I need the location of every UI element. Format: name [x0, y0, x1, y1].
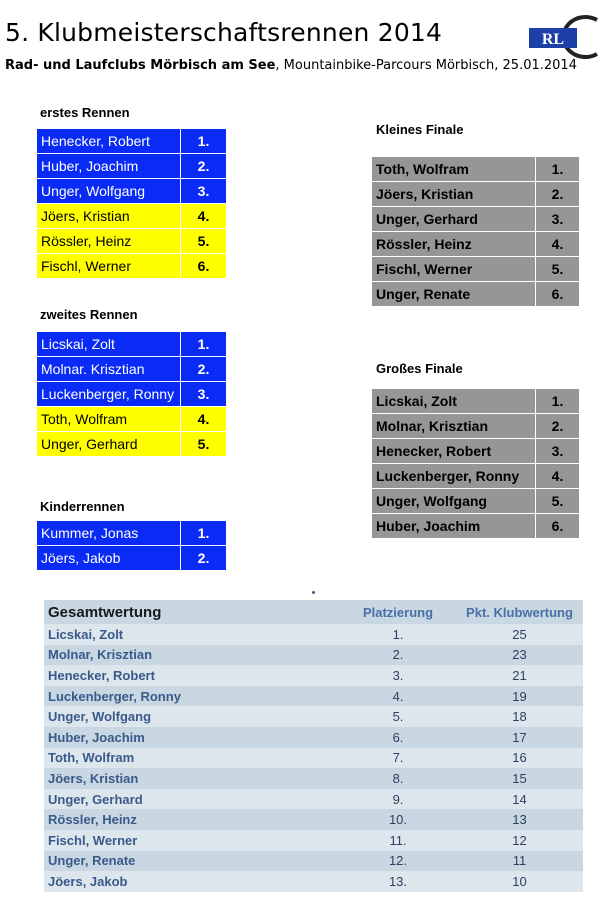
table-row — [44, 809, 583, 830]
table-row — [372, 207, 580, 232]
racer-place: 2. — [181, 546, 227, 571]
overall-name: Huber, Joachim — [44, 727, 340, 748]
table-row — [44, 624, 583, 645]
overall-place: 5. — [340, 706, 456, 727]
overall-points: 14 — [456, 789, 583, 810]
racer-place: 1. — [536, 157, 580, 182]
table-row — [37, 382, 227, 407]
racer-name: Unger, Gerhard — [372, 207, 536, 232]
table-row — [44, 645, 583, 666]
table-row — [37, 546, 227, 571]
racer-name: Luckenberger, Ronny — [372, 464, 536, 489]
overall-place: 12. — [340, 851, 456, 872]
overall-name: Rössler, Heinz — [44, 809, 340, 830]
racer-name: Unger, Wolfgang — [372, 489, 536, 514]
racer-name: Licskai, Zolt — [37, 332, 181, 357]
racer-name: Rössler, Heinz — [37, 229, 181, 254]
subtitle-event: , Mountainbike-Parcours Mörbisch, 25.01.2014 — [275, 58, 577, 73]
racer-place: 4. — [536, 232, 580, 257]
table-grosses-finale — [371, 388, 580, 539]
overall-points: 25 — [456, 624, 583, 645]
overall-title: Gesamtwertung — [44, 600, 340, 624]
overall-place: 10. — [340, 809, 456, 830]
racer-place: 2. — [181, 357, 227, 382]
column-header-place: Platzierung — [340, 600, 456, 624]
table-row — [372, 157, 580, 182]
logo-letters: RL — [541, 31, 565, 48]
overall-place: 7. — [340, 748, 456, 769]
overall-points: 17 — [456, 727, 583, 748]
racer-place: 5. — [536, 257, 580, 282]
overall-name: Jöers, Kristian — [44, 768, 340, 789]
table-row — [372, 489, 580, 514]
racer-place: 2. — [536, 182, 580, 207]
section-label-kinderrennen: Kinderrennen — [40, 499, 125, 514]
racer-place: 1. — [536, 389, 580, 414]
racer-name: Jöers, Kristian — [372, 182, 536, 207]
table-row — [44, 706, 583, 727]
page-subtitle — [5, 58, 577, 73]
table-row — [44, 748, 583, 769]
overall-place: 3. — [340, 665, 456, 686]
racer-name: Henecker, Robert — [37, 129, 181, 154]
overall-place: 6. — [340, 727, 456, 748]
racer-place: 1. — [181, 129, 227, 154]
racer-name: Henecker, Robert — [372, 439, 536, 464]
overall-name: Unger, Gerhard — [44, 789, 340, 810]
section-label-kleines-finale: Kleines Finale — [376, 122, 464, 137]
racer-place: 2. — [536, 414, 580, 439]
table-row — [372, 232, 580, 257]
racer-place: 3. — [181, 179, 227, 204]
overall-points: 15 — [456, 768, 583, 789]
table-row — [37, 432, 227, 457]
table-gesamtwertung — [44, 600, 583, 892]
racer-place: 3. — [536, 207, 580, 232]
racer-place: 5. — [181, 432, 227, 457]
table-erstes-rennen — [36, 128, 227, 279]
racer-name: Unger, Gerhard — [37, 432, 181, 457]
overall-place: 13. — [340, 871, 456, 892]
table-kleines-finale — [371, 156, 580, 307]
table-row — [44, 768, 583, 789]
table-row — [372, 182, 580, 207]
racer-place: 4. — [536, 464, 580, 489]
table-row — [44, 727, 583, 748]
table-row — [37, 407, 227, 432]
table-row — [372, 514, 580, 539]
table-row — [37, 179, 227, 204]
subtitle-club: Rad- und Laufclubs Mörbisch am See — [5, 58, 276, 73]
table-row — [37, 229, 227, 254]
overall-place: 11. — [340, 830, 456, 851]
overall-points: 21 — [456, 665, 583, 686]
section-label-zweites-rennen: zweites Rennen — [40, 307, 138, 322]
table-row — [372, 414, 580, 439]
table-row — [44, 789, 583, 810]
racer-name: Rössler, Heinz — [372, 232, 536, 257]
racer-place: 1. — [181, 521, 227, 546]
racer-place: 5. — [536, 489, 580, 514]
racer-name: Kummer, Jonas — [37, 521, 181, 546]
overall-name: Licskai, Zolt — [44, 624, 340, 645]
overall-points: 12 — [456, 830, 583, 851]
racer-place: 3. — [536, 439, 580, 464]
racer-place: 4. — [181, 204, 227, 229]
racer-name: Molnar. Krisztian — [37, 357, 181, 382]
overall-place: 1. — [340, 624, 456, 645]
column-header-points: Pkt. Klubwertung — [456, 600, 583, 624]
overall-place: 8. — [340, 768, 456, 789]
table-row — [372, 439, 580, 464]
overall-name: Toth, Wolfram — [44, 748, 340, 769]
racer-name: Luckenberger, Ronny — [37, 382, 181, 407]
table-row — [37, 332, 227, 357]
overall-place: 2. — [340, 645, 456, 666]
overall-name: Henecker, Robert — [44, 665, 340, 686]
table-row — [37, 254, 227, 279]
table-row — [44, 871, 583, 892]
racer-place: 6. — [536, 282, 580, 307]
table-row — [372, 257, 580, 282]
overall-name: Jöers, Jakob — [44, 871, 340, 892]
overall-points: 13 — [456, 809, 583, 830]
section-label-grosses-finale: Großes Finale — [376, 361, 463, 376]
overall-points: 16 — [456, 748, 583, 769]
section-label-erstes-rennen: erstes Rennen — [40, 105, 130, 120]
table-row — [37, 357, 227, 382]
table-header-row — [44, 600, 583, 624]
table-row — [372, 389, 580, 414]
table-row — [44, 665, 583, 686]
racer-name: Fischl, Werner — [372, 257, 536, 282]
overall-name: Unger, Renate — [44, 851, 340, 872]
racer-name: Unger, Renate — [372, 282, 536, 307]
overall-points: 18 — [456, 706, 583, 727]
racer-place: 4. — [181, 407, 227, 432]
racer-name: Licskai, Zolt — [372, 389, 536, 414]
table-row — [37, 129, 227, 154]
table-row — [37, 204, 227, 229]
racer-name: Toth, Wolfram — [37, 407, 181, 432]
racer-name: Molnar, Krisztian — [372, 414, 536, 439]
table-row — [37, 154, 227, 179]
racer-name: Jöers, Kristian — [37, 204, 181, 229]
racer-name: Huber, Joachim — [372, 514, 536, 539]
page-title: 5. Klubmeisterschaftsrennen 2014 — [5, 18, 443, 47]
table-row — [372, 464, 580, 489]
overall-name: Unger, Wolfgang — [44, 706, 340, 727]
club-logo — [527, 14, 603, 60]
racer-place: 5. — [181, 229, 227, 254]
racer-place: 1. — [181, 332, 227, 357]
decorative-dot — [312, 591, 315, 594]
racer-name: Fischl, Werner — [37, 254, 181, 279]
table-row — [37, 521, 227, 546]
table-row — [44, 686, 583, 707]
table-row — [372, 282, 580, 307]
overall-points: 23 — [456, 645, 583, 666]
racer-name: Huber, Joachim — [37, 154, 181, 179]
racer-name: Toth, Wolfram — [372, 157, 536, 182]
table-row — [44, 851, 583, 872]
table-kinderrennen — [36, 520, 227, 571]
overall-place: 4. — [340, 686, 456, 707]
racer-place: 3. — [181, 382, 227, 407]
racer-place: 6. — [536, 514, 580, 539]
overall-points: 10 — [456, 871, 583, 892]
overall-points: 11 — [456, 851, 583, 872]
racer-name: Unger, Wolfgang — [37, 179, 181, 204]
overall-place: 9. — [340, 789, 456, 810]
overall-name: Fischl, Werner — [44, 830, 340, 851]
table-zweites-rennen — [36, 331, 227, 457]
racer-place: 2. — [181, 154, 227, 179]
overall-name: Molnar, Krisztian — [44, 645, 340, 666]
racer-name: Jöers, Jakob — [37, 546, 181, 571]
racer-place: 6. — [181, 254, 227, 279]
overall-points: 19 — [456, 686, 583, 707]
overall-name: Luckenberger, Ronny — [44, 686, 340, 707]
table-row — [44, 830, 583, 851]
